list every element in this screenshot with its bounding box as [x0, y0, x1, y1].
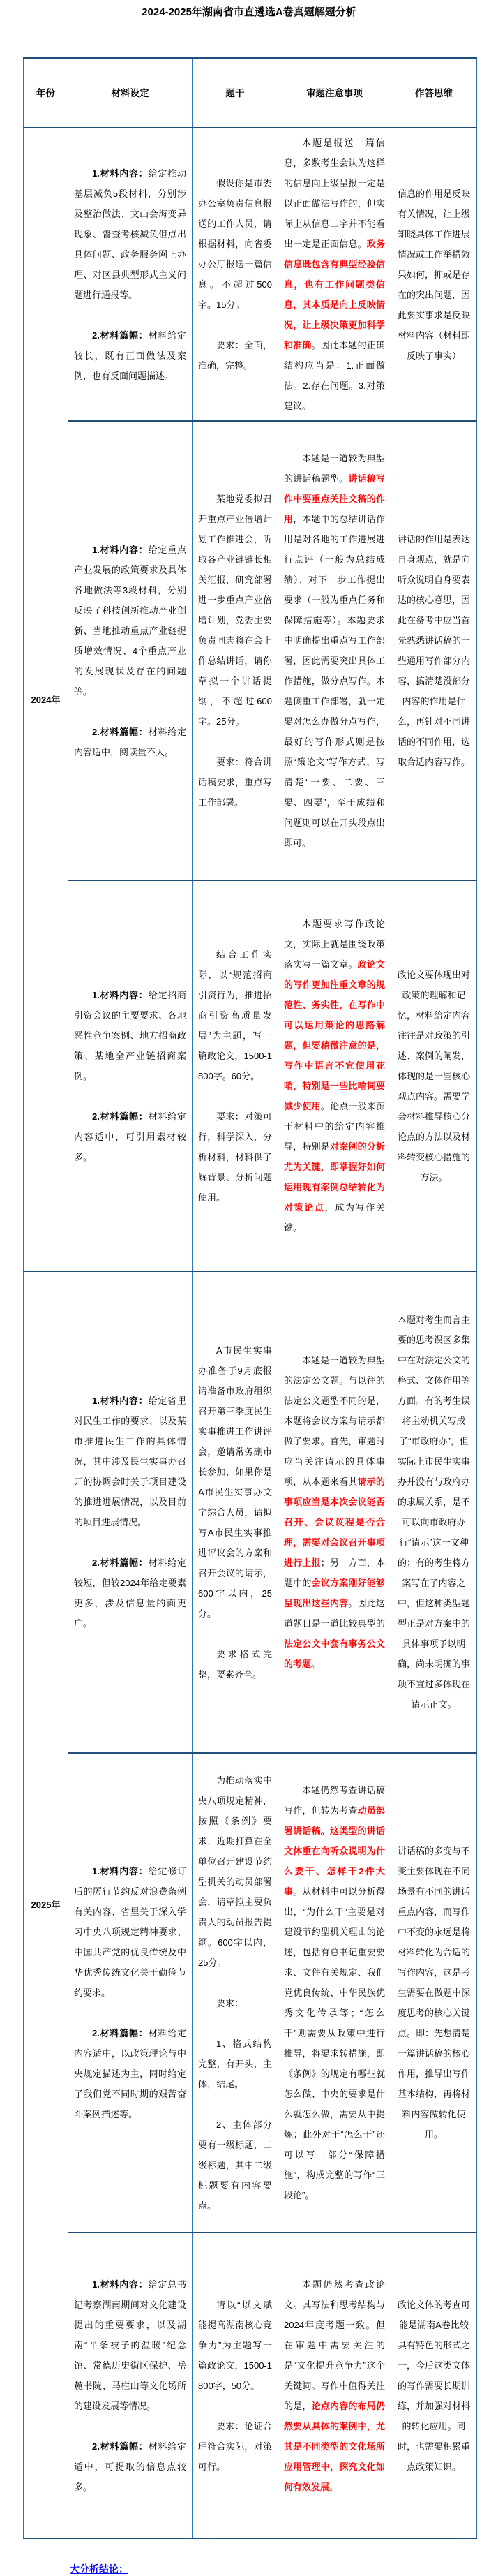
material-cell — [68, 1753, 193, 2233]
red-emphasis: 请示的事项应当是本次会议能否召开、会议议程是否合理，需要对会议召开事项进行上报 — [284, 1476, 385, 1568]
bold-label: 1.材料内容： — [92, 544, 149, 555]
table-row — [24, 880, 477, 1271]
table-row — [24, 1271, 477, 1753]
question-cell — [193, 1271, 278, 1753]
red-emphasis: 政论文的写作更加注重文章的规范性、务实性，在写作中可以运用策论的思路解题，但要稍微注意的是，写作中语言不宜使用花哨，特别是一些比喻词要减少使用 — [284, 959, 385, 1111]
header-cell-material: 材料设定 — [68, 58, 193, 128]
paragraph — [74, 2023, 186, 2124]
text-segment: 给定省里对民生工作的要求、以及某市推进民生工作的具体情况，其中涉及民生实事办召开的协调会时关于项目建设的推进进展情况，以及目前的项目进展情况。 — [74, 1396, 186, 1527]
thinking-cell — [391, 2233, 477, 2538]
exam-table — [23, 57, 477, 2539]
paragraph: 要求：符合讲话稿要求，重点写工作部署。 — [198, 757, 272, 808]
paragraph — [284, 1350, 385, 1674]
paragraph: 政论文要体现出对政策的理解和记忆，材料给定内容往往是对政策的引述、案例的阐发，体现的是一些核心观点内容。需要学会材料推导核心分论点的方法以及材料转变核心措施的方法。 — [397, 969, 470, 1183]
text-segment: 。 — [311, 1659, 321, 1669]
text-segment: ，成为写作关键。 — [284, 1202, 385, 1233]
paragraph — [74, 2436, 186, 2497]
bold-label: 2.材料篇幅： — [92, 1557, 149, 1568]
text-segment: 本题是一道较为典型的讲话稿题型。 — [284, 453, 385, 484]
review-cell — [278, 1753, 391, 2233]
paragraph: 讲话稿的多变与不变主要体现在不同场景有不同的讲话重点内容，而写作中不变的永远是将材料转化为合适的写作内容，这是考生需要在做题中深度思考的核心关键点。即：先想清楚一篇讲话稿的核心作用，推导出写作基本结构，再将材料内容做转化使用。 — [397, 1846, 470, 2140]
material-cell — [68, 1271, 193, 1753]
header-cell-year: 年份 — [24, 58, 68, 128]
bold-label: 1.材料内容： — [92, 2279, 149, 2290]
year-cell: 2025年 — [24, 1271, 68, 2538]
paragraph: 假设你是市委办公室负责信息报送的工作人员，请根据材料，向省委办公厅报送一篇信息。不超过500字。15分。 — [198, 178, 272, 310]
review-cell — [278, 128, 391, 421]
paragraph: 请以“以文赋能提高湖南核心竞争力”为主题写一篇政论文，1500-1800字，50分。 — [198, 2299, 272, 2391]
text-segment: ；另一方面，本题中的 — [284, 1557, 385, 1588]
paragraph: 政论文体的考查可能是湖南A卷比较具有特色的形式之一，今后这类文体的写作需要长期训练，并加强对材料的转化应用。同时，也需要积累重点政策知识。 — [397, 2299, 470, 2472]
paragraph: 1、格式结构完整，有开头，主体，结尾。 — [198, 2038, 272, 2089]
text-segment: 材料给定内容适中，阅读量不大。 — [74, 726, 186, 757]
bold-label: 2.材料篇幅： — [92, 1111, 149, 1122]
question-cell — [193, 880, 278, 1271]
paragraph — [74, 722, 186, 762]
table-row — [24, 1753, 477, 2233]
text-segment: 给定修订后的厉行节约反对浪费条例有关内容、省里关于深入学习中央八项规定精神要求、中国共产党的优良传统及中华优秀传统文化关于勤俭节约要求。 — [74, 1866, 186, 1998]
review-cell — [278, 1271, 391, 1753]
text-segment: 本题要求写作政论文，实际上就是围绕政策落实写一篇文章。 — [284, 919, 385, 970]
paragraph — [74, 540, 186, 702]
paragraph — [74, 163, 186, 305]
text-segment: 给定总书记考察湖南期间对文化建设提出的重要要求，以及湖南“半条被子的温暖”纪念馆、常德历史街区保护、岳麓书院、马栏山等文化场所的建设发展等情况。 — [74, 2279, 186, 2411]
bold-label: 1.材料内容： — [92, 989, 149, 1000]
review-cell — [278, 421, 391, 880]
paragraph — [74, 1106, 186, 1167]
table-row — [24, 421, 477, 880]
red-emphasis: 政务信息既包含有典型经验信息，也有工作问题类信息，其本质是向上反映情况，让上级决策更加科学和准确 — [284, 239, 385, 350]
bold-label: 2.材料篇幅： — [92, 2028, 149, 2038]
paragraph: 本题对考生而言主要的思考误区多集中在对法定公文的格式、文体作用等方面。有的考生误将主动机关写成了“市政府办”，但实际上市民生实事办并没有与政府办的隶属关系，是不可以向市政府办行“请示”这一文种的；有的考生将方案写在了内容之中，但这种类型题型正是对方案中的具体事项予以明确，尚未明确的事项不宜过多体现在请示正文。 — [397, 1315, 470, 1710]
header-row — [24, 58, 477, 128]
year-cell: 2024年 — [24, 128, 68, 1271]
paragraph — [284, 2274, 385, 2497]
red-emphasis: 对案例的分析尤为关键，即掌握好如何运用现有案例总结转化为对策论点 — [284, 1141, 385, 1213]
red-emphasis: 讲话稿写作中要重点关注文稿的作用 — [284, 473, 385, 524]
question-cell — [193, 421, 278, 880]
material-cell — [68, 880, 193, 1271]
material-cell — [68, 128, 193, 421]
text-segment: 。论点一般来源于材料中的给定内容推导，特别是 — [284, 1101, 385, 1152]
paragraph: 要求格式完整，要素齐全。 — [198, 1648, 272, 1680]
red-emphasis: 会议方案刚好能够呈现出这些内容 — [284, 1578, 385, 1608]
text-segment: 材料给定较长，既有正面做法及案例，也有反面问题描述。 — [74, 330, 186, 381]
paragraph: 要求：对策可行，科学深入，分析材料，材料供了解背景、分析问题使用。 — [198, 1111, 272, 1203]
paragraph — [74, 1553, 186, 1634]
header-cell-question: 题干 — [193, 58, 278, 128]
paragraph: 某地党委拟召开重点产业倍增计划工作推进会，听取各产业链链长相关汇报，研究部署进一步重点产业倍增计划，党委主要负责同志将在会上作总结讲话，请你草拟一个讲话提纲，不超过600字。25分。 — [198, 494, 272, 727]
paragraph: 信息的作用是反映有关情况，让上级知晓具体工作进展情况或工作举措效果如何，抑或是存在的突出问题，因此要实事求是反映材料内容（材料即反映了事实） — [397, 188, 470, 361]
table-row — [24, 2233, 477, 2538]
paragraph: 要求：全面，准确，完整。 — [198, 340, 272, 371]
material-cell — [68, 2233, 193, 2538]
text-segment: 材料给定适中，可提取的信息点较多。 — [74, 2441, 186, 2492]
text-segment: 。从材料中可以分析得出，“为什么干”主要是对建设节约型机关理由的论述，包括有总书记重要要求、文件有关规定、我们党优良传统、中华民族优秀文化传承等；“怎么干”则需要从政策中进行推导，将要求转措施，即《条例》的规定有哪些就怎么做、中央的要求是什么就怎么做，需要从中提炼；此外对于“怎么干”还可以写一部分“保障措施”，构成完整的写作“三段论”。 — [284, 1886, 385, 2200]
paragraph — [284, 914, 385, 1238]
page-title: 2024-2025年湖南省市直遴选A卷真题解题分析 — [142, 6, 356, 18]
paragraph: 要求： — [216, 1997, 244, 2008]
text-segment: 给定招商引资会议的主要要求、各地恶性竞争案例、地方招商政策、某地全产业链招商案例。 — [74, 989, 186, 1081]
paragraph — [74, 1861, 186, 2003]
bold-label: 1.材料内容： — [92, 1866, 149, 1877]
paragraph — [74, 325, 186, 386]
red-emphasis: 动员部署讲话稿。这类型的讲话文体重在向听众说明为什么要干、怎样干2件大事 — [284, 1805, 385, 1897]
paragraph: 2、主体部分要有一级标题，二级标题，其中二级标题要有内容要点。 — [198, 2119, 272, 2211]
text-segment: 给定重点产业发展的政策要求及具体各地做法等3段材料，分别反映了科技创新推动产业创新、当地推动重点产业链提质增效情况、4个重点产业的发展现状及存在的问题等。 — [74, 544, 186, 697]
thinking-cell — [391, 128, 477, 421]
thinking-cell — [391, 1271, 477, 1753]
text-segment: 。因此这道题目是一道比较典型的 — [284, 1598, 385, 1629]
bold-label: 1.材料内容： — [92, 168, 149, 179]
paragraph — [74, 2274, 186, 2416]
review-cell — [278, 2233, 391, 2538]
text-segment: 本题是报送一篇信息，多数考生会认为这样的信息向上级呈报一定是以正面做法写作的，但实际上从信息二字并不能看出一定是正面信息。 — [284, 138, 385, 249]
text-segment: ，本题中的总结讲话作用是对各地的工作进展进行点评（一般为总结成绩）、对下一步工作提出要求（一般为重点任务和保障措施等）。本题要求中明确提出重点写工作部署，因此需要突出具体工作措施，做分点写作。本题侧重工作部署，就一定要对怎么办做分点写作，最好的写作形式则是按照“策论文”写作方式，写清楚“一要、二要、三要、四要”，至于成绩和问题则可以在开头段点出即可。 — [284, 514, 385, 848]
text-segment: 本题仍然考查讲话稿写作，但转为考查 — [284, 1785, 385, 1816]
header-cell-review: 审题注意事项 — [278, 58, 391, 128]
exam-table-body — [24, 128, 477, 2538]
red-emphasis: 论点内容的布局仍然要从具体的案例中，尤其是不同类型的文化场所应用管理中，探究文化如何有效发展 — [284, 2400, 385, 2492]
paragraph: A市民生实事办准备于9月底报请准备市政府组织召开第三季度民生实事推进工作讲评会，邀请常务副市长参加，如果你是A市民生实事办文字综合人员，请拟写A市民生实事推进评议会的方案和召开会议的请示，600字以内，25分。 — [198, 1345, 272, 1619]
text-segment: 本题仍然考查政论文。其写法和思考结构与2024年度考题一致。但在审题中需要关注的是“文化提升竞争力”这个关键词。写作中值得关注的是， — [284, 2279, 385, 2411]
paragraph — [284, 133, 385, 416]
header-cell-thinking: 作答思维 — [391, 58, 477, 128]
material-cell — [68, 421, 193, 880]
review-cell — [278, 880, 391, 1271]
paragraph: 结合工作实际，以“规范招商引资行为，推进招商引资高质量发展”为主题，写一篇政论文，1500-1800字。60分。 — [198, 949, 272, 1081]
text-segment: 。 — [329, 2481, 339, 2492]
question-cell — [193, 128, 278, 421]
text-segment: 。因此本题的正确结构应当是：1.正面做法。2.存在问题。3.对策建议。 — [284, 340, 385, 411]
thinking-cell — [391, 421, 477, 880]
footer-note: 大分析结论： — [70, 2563, 128, 2575]
question-cell — [193, 1753, 278, 2233]
text-segment: 本题是一道较为典型的法定公文题。与以往的法定公文题型不同的是，本题将会议方案与请示都做了要求。首先，审题时应当关注请示的具体事项，从本题来看其 — [284, 1355, 385, 1487]
text-segment: 材料给定内容适中，可引用素材较多。 — [74, 1111, 186, 1162]
paragraph: 为推动落实中央八项规定精神，按照《条例》要求，近期打算在全单位召开建设节约型机关的动员部署会，请草拟主要负责人的动员报告提纲。600字以内，25分。 — [198, 1775, 272, 1968]
thinking-cell — [391, 880, 477, 1271]
red-emphasis: 法定公文中套有事务公文的考题 — [284, 1638, 385, 1669]
thinking-cell — [391, 1753, 477, 2233]
text-segment: 给定推动基层减负5段材料，分别涉及整治做法、文山会海变异现象、督查考核减负但点出具体问题、政务服务网上办理、对区县典型形式主义问题进行通报等。 — [74, 168, 186, 300]
paragraph — [284, 448, 385, 853]
paragraph: 讲话的作用是表达自身观点，就是向听众说明自身要表达的核心意思，因此在备考中应当首先熟悉讲话稿的一些通用写作部分内容，搞清楚没部分内容的作用是什么，再针对不同讲话的不同作用，选取合适内容写作。 — [397, 534, 470, 767]
question-cell — [193, 2233, 278, 2538]
table-row — [24, 128, 477, 421]
bold-label: 2.材料篇幅： — [92, 2441, 149, 2452]
bold-label: 2.材料篇幅： — [92, 726, 149, 737]
paragraph: 要求：论证合理符合实际，对策可行。 — [198, 2420, 272, 2472]
text-segment: 材料给定内容适中，以政策理论与中央规定描述为主，同时给定了我们党不同时期的艰苦奋斗案例描述等。 — [74, 2028, 186, 2119]
paragraph — [74, 985, 186, 1086]
text-segment: 材料给定较短，但较2024年给定要素更多，涉及信息量的面更广。 — [74, 1557, 186, 1629]
paragraph — [284, 1780, 385, 2205]
paragraph — [74, 1391, 186, 1532]
bold-label: 2.材料篇幅： — [92, 330, 149, 341]
bold-label: 1.材料内容： — [92, 1396, 149, 1406]
